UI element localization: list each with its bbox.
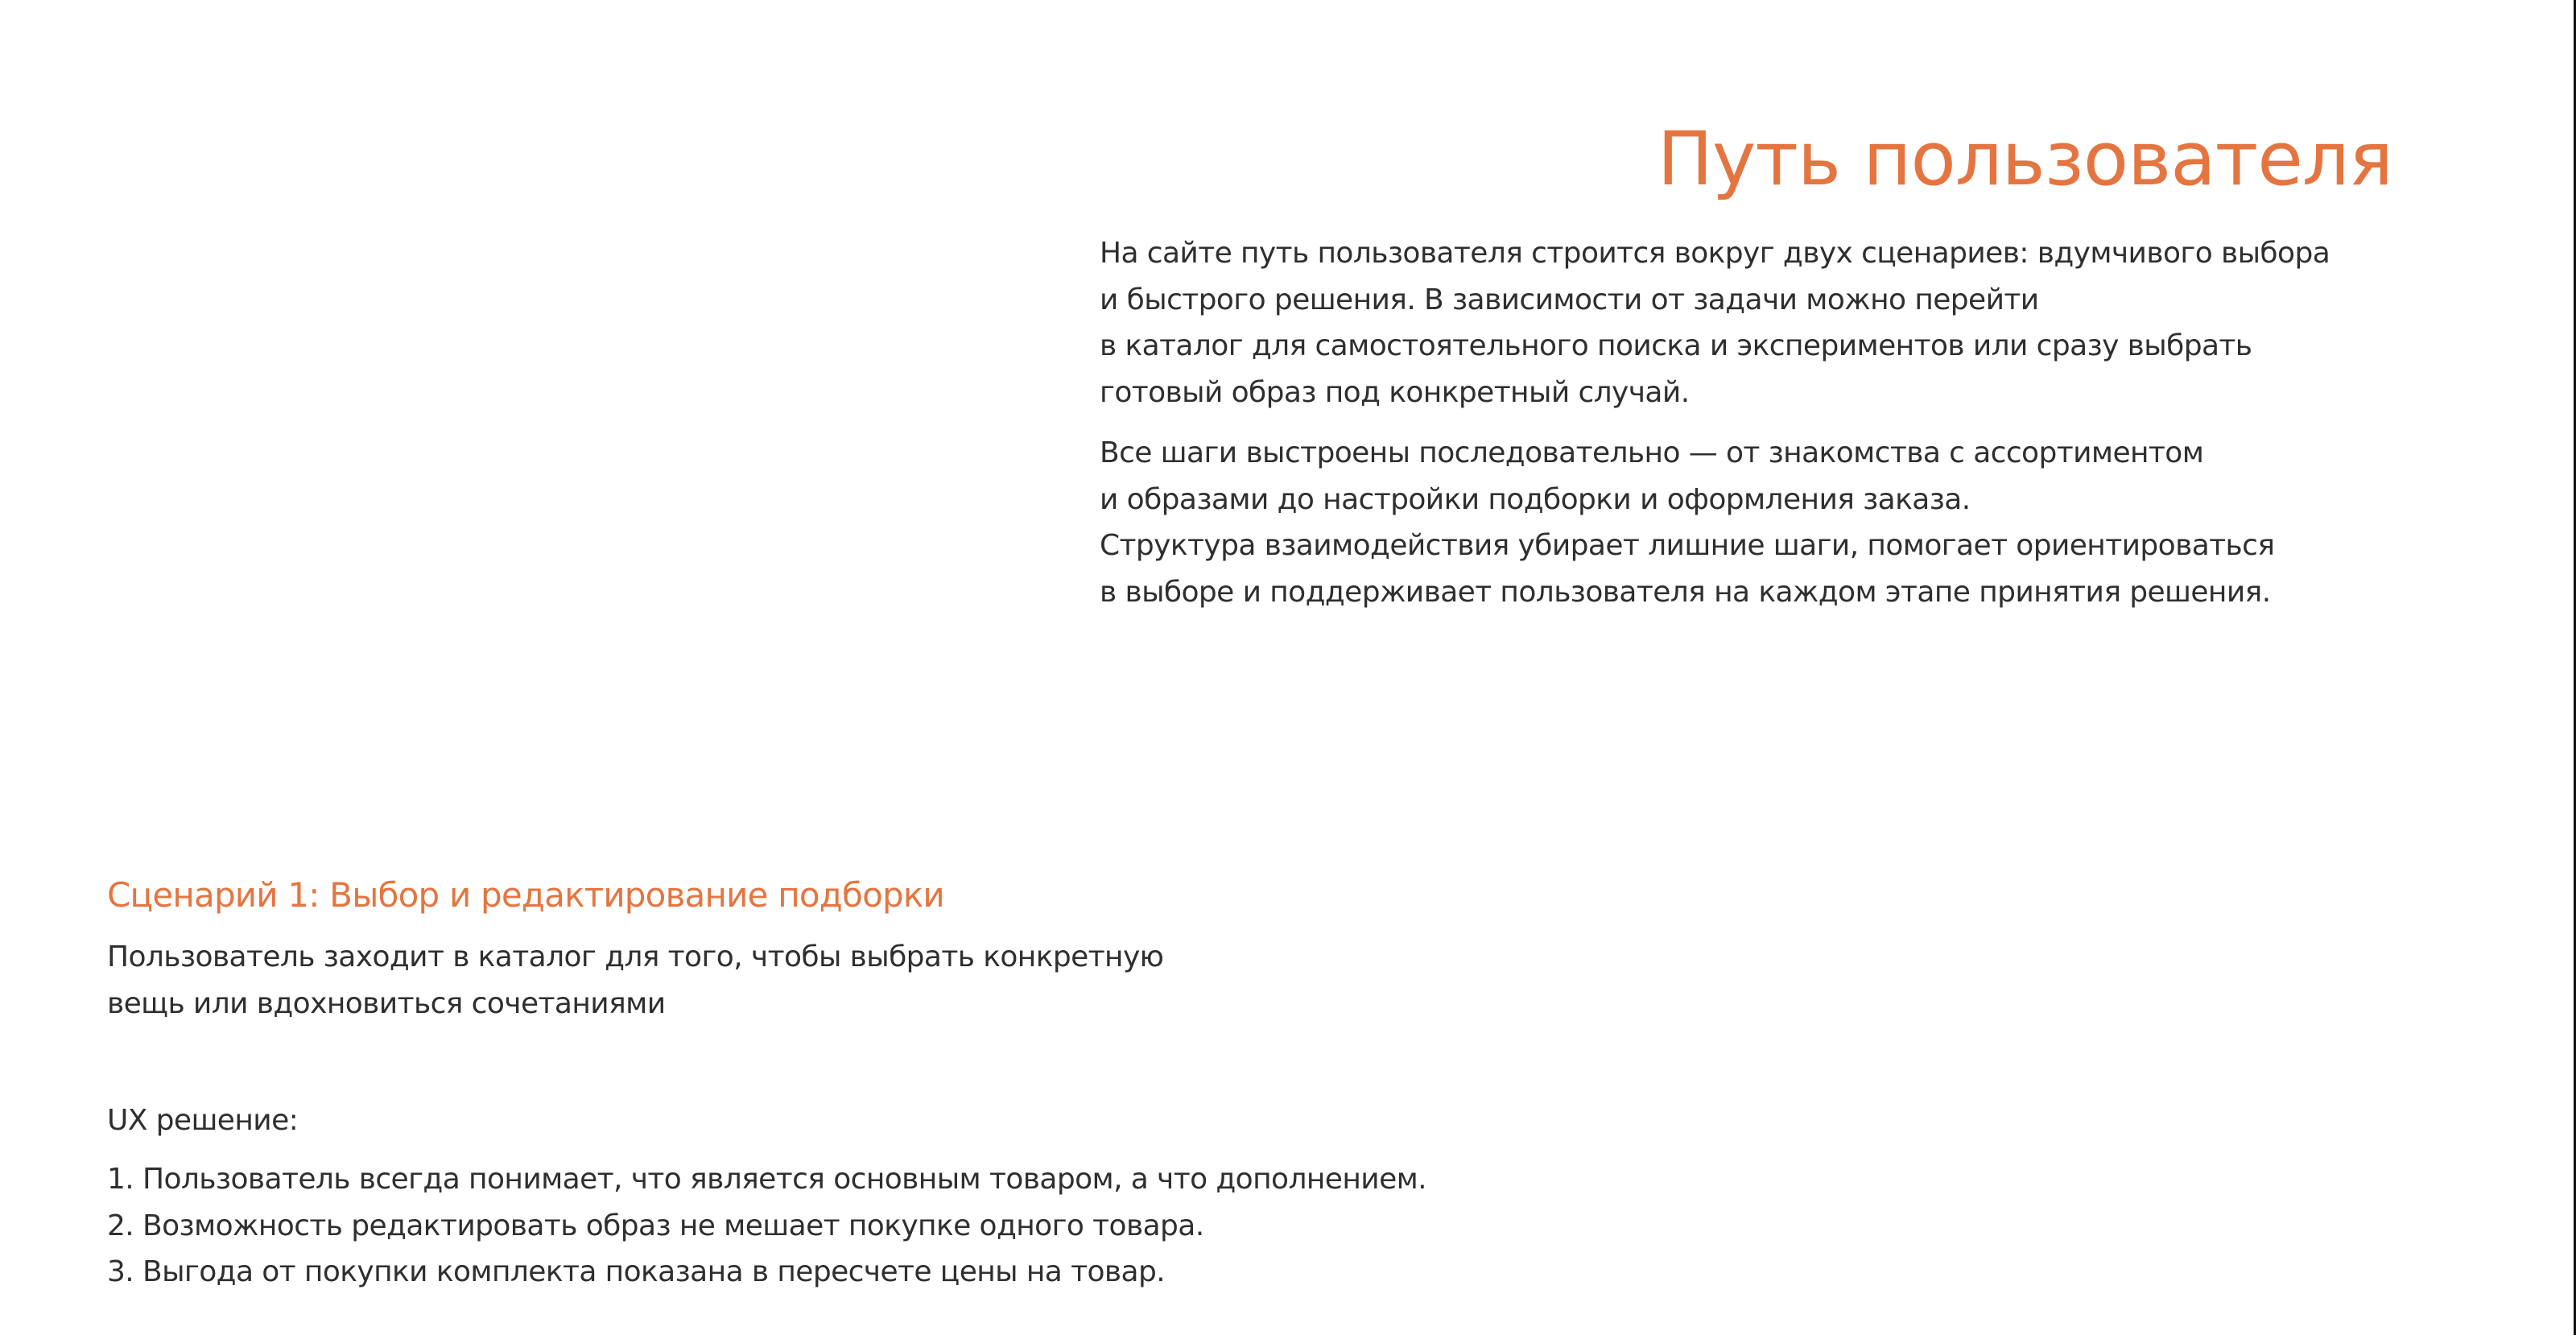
- ux-solution-item: 2. Возможность редактировать образ не мешает покупке одного товара.: [107, 1209, 1204, 1242]
- intro-paragraph-2-line: Структура взаимодействия убирает лишние шаги, помогает ориентироваться: [1100, 529, 2275, 562]
- scenario-description-line: Пользователь заходит в каталог для того, чтобы выбрать конкретную: [107, 940, 1164, 973]
- ux-solution-item: 1. Пользователь всегда понимает, что является основным товаром, а что дополнением.: [107, 1163, 1427, 1196]
- intro-paragraph-1-line: На сайте путь пользователя строится вокруг двух сценариев: вдумчивого выбора: [1100, 237, 2330, 270]
- intro-paragraph-2-line: и образами до настройки подборки и оформления заказа.: [1100, 482, 1971, 516]
- intro-paragraph-1: [1100, 230, 2420, 415]
- page-title: Путь пользователя: [1657, 116, 2392, 202]
- ux-solution-item: 3. Выгода от покупки комплекта показана в пересчете цены на товар.: [107, 1255, 1166, 1288]
- intro-paragraph-2-line: в выборе и поддерживает пользователя на каждом этапе принятия решения.: [1100, 575, 2271, 609]
- intro-paragraph-1-line: в каталог для самостоятельного поиска и экспериментов или сразу выбрать: [1100, 329, 2252, 362]
- ux-solution-list: [107, 1156, 1637, 1296]
- intro-paragraph-2: [1100, 430, 2420, 615]
- scenario-description: [107, 934, 1637, 1027]
- scenario-heading: Сценарий 1: Выбор и редактирование подборки: [107, 875, 944, 915]
- intro-section: [1100, 230, 2420, 615]
- ux-solution-label: UX решение:: [107, 1104, 299, 1137]
- scenario-section: [107, 870, 1637, 1296]
- scenario-description-line: вещь или вдохновиться сочетаниями: [107, 986, 666, 1020]
- intro-paragraph-2-line: Все шаги выстроены последовательно — от знакомства с ассортиментом: [1100, 436, 2204, 469]
- intro-paragraph-1-line: готовый образ под конкретный случай.: [1100, 375, 1690, 409]
- intro-paragraph-1-line: и быстрого решения. В зависимости от задачи можно перейти: [1100, 283, 2039, 316]
